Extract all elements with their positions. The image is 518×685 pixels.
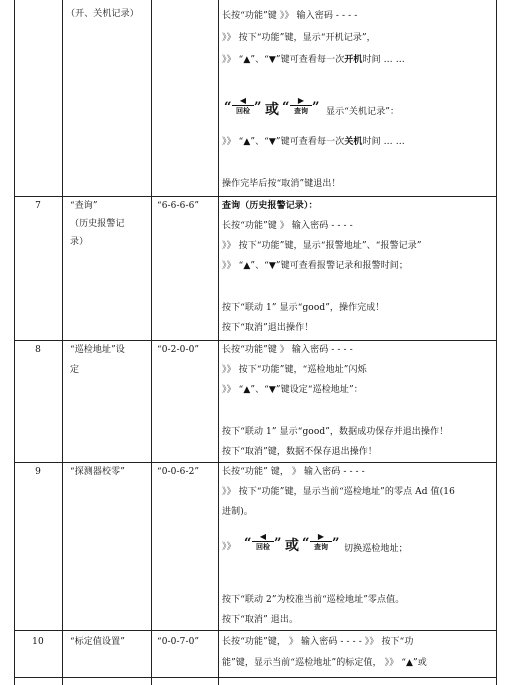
function-text: （历史报警记 <box>70 219 125 229</box>
operation-line: 》》 “▲”、“▼”键设定“巡检地址”： <box>222 385 363 395</box>
code-text: “0-2-0-0” <box>157 345 200 355</box>
function-text: “探测器校零” <box>70 467 125 477</box>
code-text: “0-0-7-0” <box>157 637 200 647</box>
or-text: 或 <box>285 538 299 554</box>
key-label: 查询 <box>310 541 332 551</box>
table-divider-1 <box>62 0 63 685</box>
left-arrow-icon: ◀ <box>239 96 247 105</box>
operation-line: 》》 按下“功能”键，“巡检地址”闪烁 <box>222 365 367 375</box>
key-label: 查询 <box>290 105 312 115</box>
operation-text: 时间 … … <box>362 55 405 65</box>
operation-line <box>222 54 405 66</box>
operation-line: 》》 按下“功能”键，显示“报警地址”、“报警记录” <box>222 241 422 251</box>
operation-line: 进制)。 <box>222 507 253 517</box>
operation-text: 》》 “▲”、“▼”键可查看每一次 <box>222 55 345 65</box>
operation-line: 按下“联动 1” 显示“good”，数据成功保存并退出操作！ <box>222 427 449 437</box>
operation-line <box>222 136 405 148</box>
operation-text: 》》 <box>222 542 236 552</box>
table-divider-2 <box>151 0 152 685</box>
prev-key-icon <box>252 533 274 551</box>
operation-line: 操作完毕后按“取消”键退出！ <box>222 179 341 189</box>
operation-line: 长按“功能”键 》 输入密码 - - - - <box>222 345 353 355</box>
code-text: “0-0-6-2” <box>157 467 200 477</box>
row-number: 9 <box>35 467 41 477</box>
bold-term: 开机 <box>344 55 363 65</box>
key-label: 回检 <box>232 105 254 115</box>
operation-text: 时间 … … <box>362 137 405 147</box>
operation-line: 能”键，显示当前“巡检地址”的标定值， 》》 “▲”或 <box>222 658 427 668</box>
function-text: 定 <box>70 365 80 375</box>
row-separator <box>14 340 497 341</box>
function-text: “查询” <box>70 201 98 211</box>
right-arrow-icon: ▶ <box>317 532 325 541</box>
operation-heading: 查询（历史报警记录）： <box>222 201 318 211</box>
quote-mark: ” <box>312 100 320 115</box>
quote-mark: ” <box>332 536 340 551</box>
row-separator <box>14 196 497 197</box>
quote-mark: “ <box>244 536 252 551</box>
operation-line: 按下“取消”退出操作！ <box>222 323 314 333</box>
operation-text: 切换巡检地址； <box>344 544 408 554</box>
operation-text: 》》 “▲”、“▼”键可查看每一次 <box>222 137 345 147</box>
function-text: 录） <box>70 237 89 247</box>
function-text: “巡检地址”设 <box>70 345 125 355</box>
quote-mark: “ <box>282 100 290 115</box>
operation-line: 长按“功能” 键， 》 输入密码 - - - - <box>222 467 365 477</box>
prev-key-icon <box>232 97 254 115</box>
table-bottom <box>14 677 497 678</box>
operation-line: 》》 “▲”、“▼”键可查看报警记录和报警时间； <box>222 261 409 271</box>
code-text: “6-6-6-6” <box>157 201 200 211</box>
table-border-left <box>14 0 15 685</box>
operation-line: 按下“取消”键，数据不保存退出操作！ <box>222 447 378 457</box>
operation-line: 长按“功能”键 》》 输入密码 - - - - <box>222 11 358 21</box>
right-arrow-icon: ▶ <box>297 96 305 105</box>
quote-mark: ” <box>274 536 282 551</box>
bold-term: 关机 <box>344 137 363 147</box>
operation-line: 》》 按下“功能”键，显示“开机记录”， <box>222 33 376 43</box>
operation-line: 》》 按下“功能”键，显示当前“巡检地址”的零点 Ad 值(16 <box>222 487 455 497</box>
row-separator <box>14 630 497 631</box>
function-text: “标定值设置” <box>70 637 125 647</box>
function-text: （开、关机记录） <box>66 9 139 19</box>
row-separator <box>14 462 497 463</box>
table-divider-3 <box>218 0 219 685</box>
quote-mark: “ <box>224 100 232 115</box>
operation-line: 按下“联动 1” 显示“good”，操作完成！ <box>222 303 385 313</box>
quote-mark: ” <box>254 100 262 115</box>
row-number: 8 <box>35 345 41 355</box>
operation-line: 按下“取消” 退出。 <box>222 615 299 625</box>
left-arrow-icon: ◀ <box>259 532 267 541</box>
operation-line: 长按“功能”键， 》 输入密码 - - - - 》》 按下“功 <box>222 637 414 647</box>
quote-mark: “ <box>302 536 310 551</box>
next-key-icon <box>290 97 312 115</box>
next-key-icon <box>310 533 332 551</box>
row-number: 10 <box>32 637 44 647</box>
or-text: 或 <box>265 102 279 118</box>
row-number: 7 <box>35 201 41 211</box>
operation-line: 长按“功能”键 》 输入密码 - - - - <box>222 221 353 231</box>
table-border-right <box>496 0 497 685</box>
key-label: 回检 <box>252 541 274 551</box>
operation-text: 显示“关机记录”： <box>326 107 400 117</box>
operation-line: 按下“联动 2”为校准当前“巡检地址”零点值。 <box>222 595 405 605</box>
